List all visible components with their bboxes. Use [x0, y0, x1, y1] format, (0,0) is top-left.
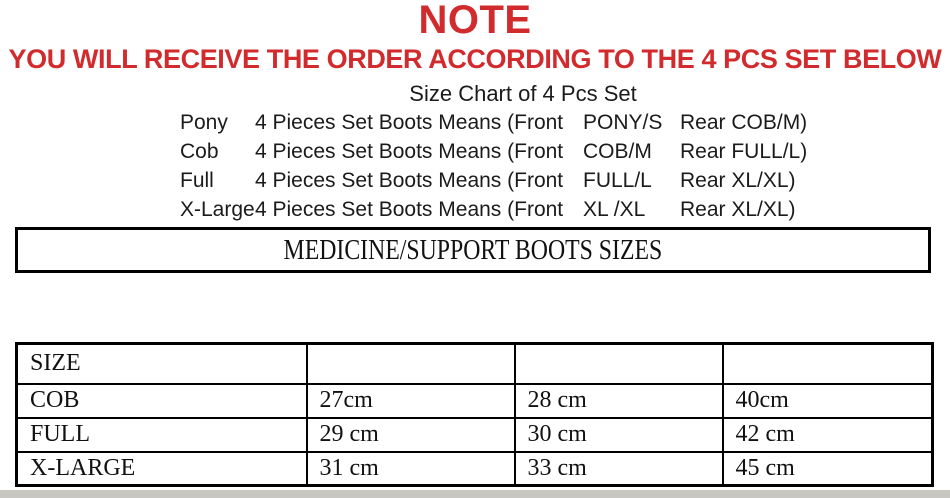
- table-cell-empty: [515, 344, 723, 384]
- set-rear-size: Rear FULL/L): [680, 140, 808, 163]
- set-size-label: X-Large: [180, 198, 255, 221]
- table-cell-measurement: 33 cm: [515, 452, 723, 486]
- table-cell-size-name: X-LARGE: [17, 452, 307, 486]
- table-cell-size-name: FULL: [17, 418, 307, 452]
- set-size-label: Pony: [180, 111, 228, 134]
- set-front-size: COB/M: [583, 140, 652, 163]
- table-cell-measurement: 27cm: [307, 384, 515, 418]
- banner-box: [15, 227, 931, 273]
- set-description: 4 Pieces Set Boots Means (Front: [255, 169, 564, 192]
- table-row-cob: [17, 384, 933, 418]
- set-chart-heading: Size Chart of 4 Pcs Set: [409, 81, 637, 106]
- set-chart-row-pony: [180, 108, 807, 137]
- size-table: [15, 342, 934, 487]
- set-front-size: PONY/S: [583, 111, 663, 134]
- set-size-label: Cob: [180, 140, 219, 163]
- bottom-strip: [0, 490, 950, 498]
- set-rear-size: Rear XL/XL): [680, 198, 796, 221]
- set-description: 4 Pieces Set Boots Means (Front: [255, 198, 564, 221]
- note-subtitle: YOU WILL RECEIVE THE ORDER ACCORDING TO THE 4 PCS SET BELOW: [8, 44, 942, 74]
- set-description: 4 Pieces Set Boots Means (Front: [255, 140, 564, 163]
- table-cell-measurement: 45 cm: [723, 452, 933, 486]
- table-cell-empty: [307, 344, 515, 384]
- set-chart-row-cob: [180, 137, 807, 166]
- set-front-size: FULL/L: [583, 169, 652, 192]
- table-row-full: [17, 418, 933, 452]
- table-cell-measurement: 30 cm: [515, 418, 723, 452]
- set-front-size: XL /XL: [583, 198, 646, 221]
- table-row-header: [17, 344, 933, 384]
- table-row-xlarge: [17, 452, 933, 486]
- table-cell-measurement: 42 cm: [723, 418, 933, 452]
- table-cell-size-name: COB: [17, 384, 307, 418]
- set-chart-rows: [180, 108, 807, 224]
- table-cell-measurement: 29 cm: [307, 418, 515, 452]
- set-rear-size: Rear XL/XL): [680, 169, 796, 192]
- table-cell-measurement: 40cm: [723, 384, 933, 418]
- set-chart-row-full: [180, 166, 807, 195]
- set-description: 4 Pieces Set Boots Means (Front: [255, 111, 564, 134]
- note-title: NOTE: [418, 0, 532, 42]
- set-chart-row-xlarge: [180, 195, 807, 224]
- set-rear-size: Rear COB/M): [680, 111, 808, 134]
- table-cell-size-header: SIZE: [17, 344, 307, 384]
- table-cell-measurement: 28 cm: [515, 384, 723, 418]
- table-cell-measurement: 31 cm: [307, 452, 515, 486]
- set-size-label: Full: [180, 169, 214, 192]
- banner-title: MEDICINE/SUPPORT BOOTS SIZES: [283, 233, 663, 266]
- table-cell-empty: [723, 344, 933, 384]
